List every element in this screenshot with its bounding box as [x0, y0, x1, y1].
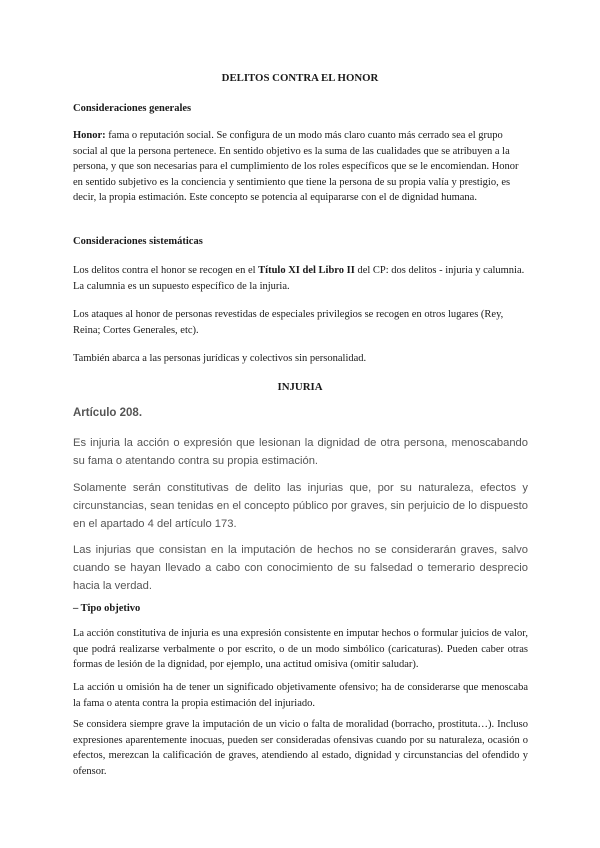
- article-paragraph-2: Solamente serán constitutivas de delito las injurias que, por su naturaleza, efectos y circunstancias, sean tenidas en el concepto público por graves, sin perjuicio de lo dispuesto en el apartado 4 del artículo 173.: [73, 482, 528, 530]
- document-title: DELITOS CONTRA EL HONOR: [221, 72, 379, 84]
- injuria-heading: INJURIA: [277, 381, 323, 393]
- tipo-objetivo-heading: – Tipo objetivo: [73, 603, 141, 614]
- tipo-paragraph-3: Se considera siempre grave la imputación de un vicio o falta de moralidad (borracho, prostituta…). Incluso expresiones aparentemente inocuas, pueden ser consideradas ofensivas cuando por su naturaleza, ocasión o efectos, merezcan la calificación de graves, atendiendo al estado, dignidad y circunstancias del ofendido y ofensor.: [73, 719, 528, 777]
- general-heading: Consideraciones generales: [73, 103, 192, 114]
- honor-text: fama o reputación social. Se configura de un modo más claro cuanto más cerrado sea el grupo social al que la persona pertenece. En sentido objetivo es la suma de las cualidades que se atribuyen a la persona, y que son necesarias para el cumplimiento de los roles específicos que se le encomiendan. Honor en sentido subjetivo es la conciencia y sentimiento que tiene la persona de su propia valía y prestigio, es decir, la propia estimación. Este concepto se potencia al equipararse con el de dignidad humana.: [73, 130, 519, 203]
- article-paragraph-1: Es injuria la acción o expresión que lesionan la dignidad de otra persona, menoscabando su fama o atentando contra su propia estimación.: [73, 437, 528, 467]
- honor-paragraph: [73, 128, 528, 206]
- titulo-reference: Título XI del Libro II: [258, 265, 355, 276]
- tipo-paragraph-1: La acción constitutiva de injuria es una expresión consistente en imputar hechos o formular juicios de valor, que podrá realizarse verbalmente o por escrito, o de un modo simbólico (caricaturas). Pueden caber otras formas de lesión de la dignidad, por ejemplo, una actitud omisiva (omitir saludar).: [73, 628, 528, 670]
- tipo-paragraph-2: La acción u omisión ha de tener un significado objetivamente ofensivo; ha de considerarse que menoscaba la fama o atenta contra la propia estimación del injuriado.: [73, 682, 528, 709]
- systematic-heading: Consideraciones sistemáticas: [73, 236, 203, 247]
- honor-term: Honor:: [73, 130, 106, 141]
- article-title: Artículo 208.: [73, 407, 143, 419]
- systematic-paragraph-1: Los delitos contra el honor se recogen en el Título XI del Libro II del CP: dos delitos - injuria y calumnia. La calumnia es un supuesto específico de la injuria.: [73, 265, 525, 292]
- systematic-paragraph-2: Los ataques al honor de personas revestidas de especiales privilegios se recogen en otros lugares (Rey, Reina; Cortes Generales, etc).: [73, 309, 504, 336]
- article-paragraph-3: Las injurias que consistan en la imputación de hechos no se considerarán graves, salvo cuando se hayan llevado a cabo con conocimiento de su falsedad o temerario desprecio hacia la verdad.: [73, 544, 528, 592]
- systematic-paragraph-3: También abarca a las personas jurídicas y colectivos sin personalidad.: [73, 353, 367, 364]
